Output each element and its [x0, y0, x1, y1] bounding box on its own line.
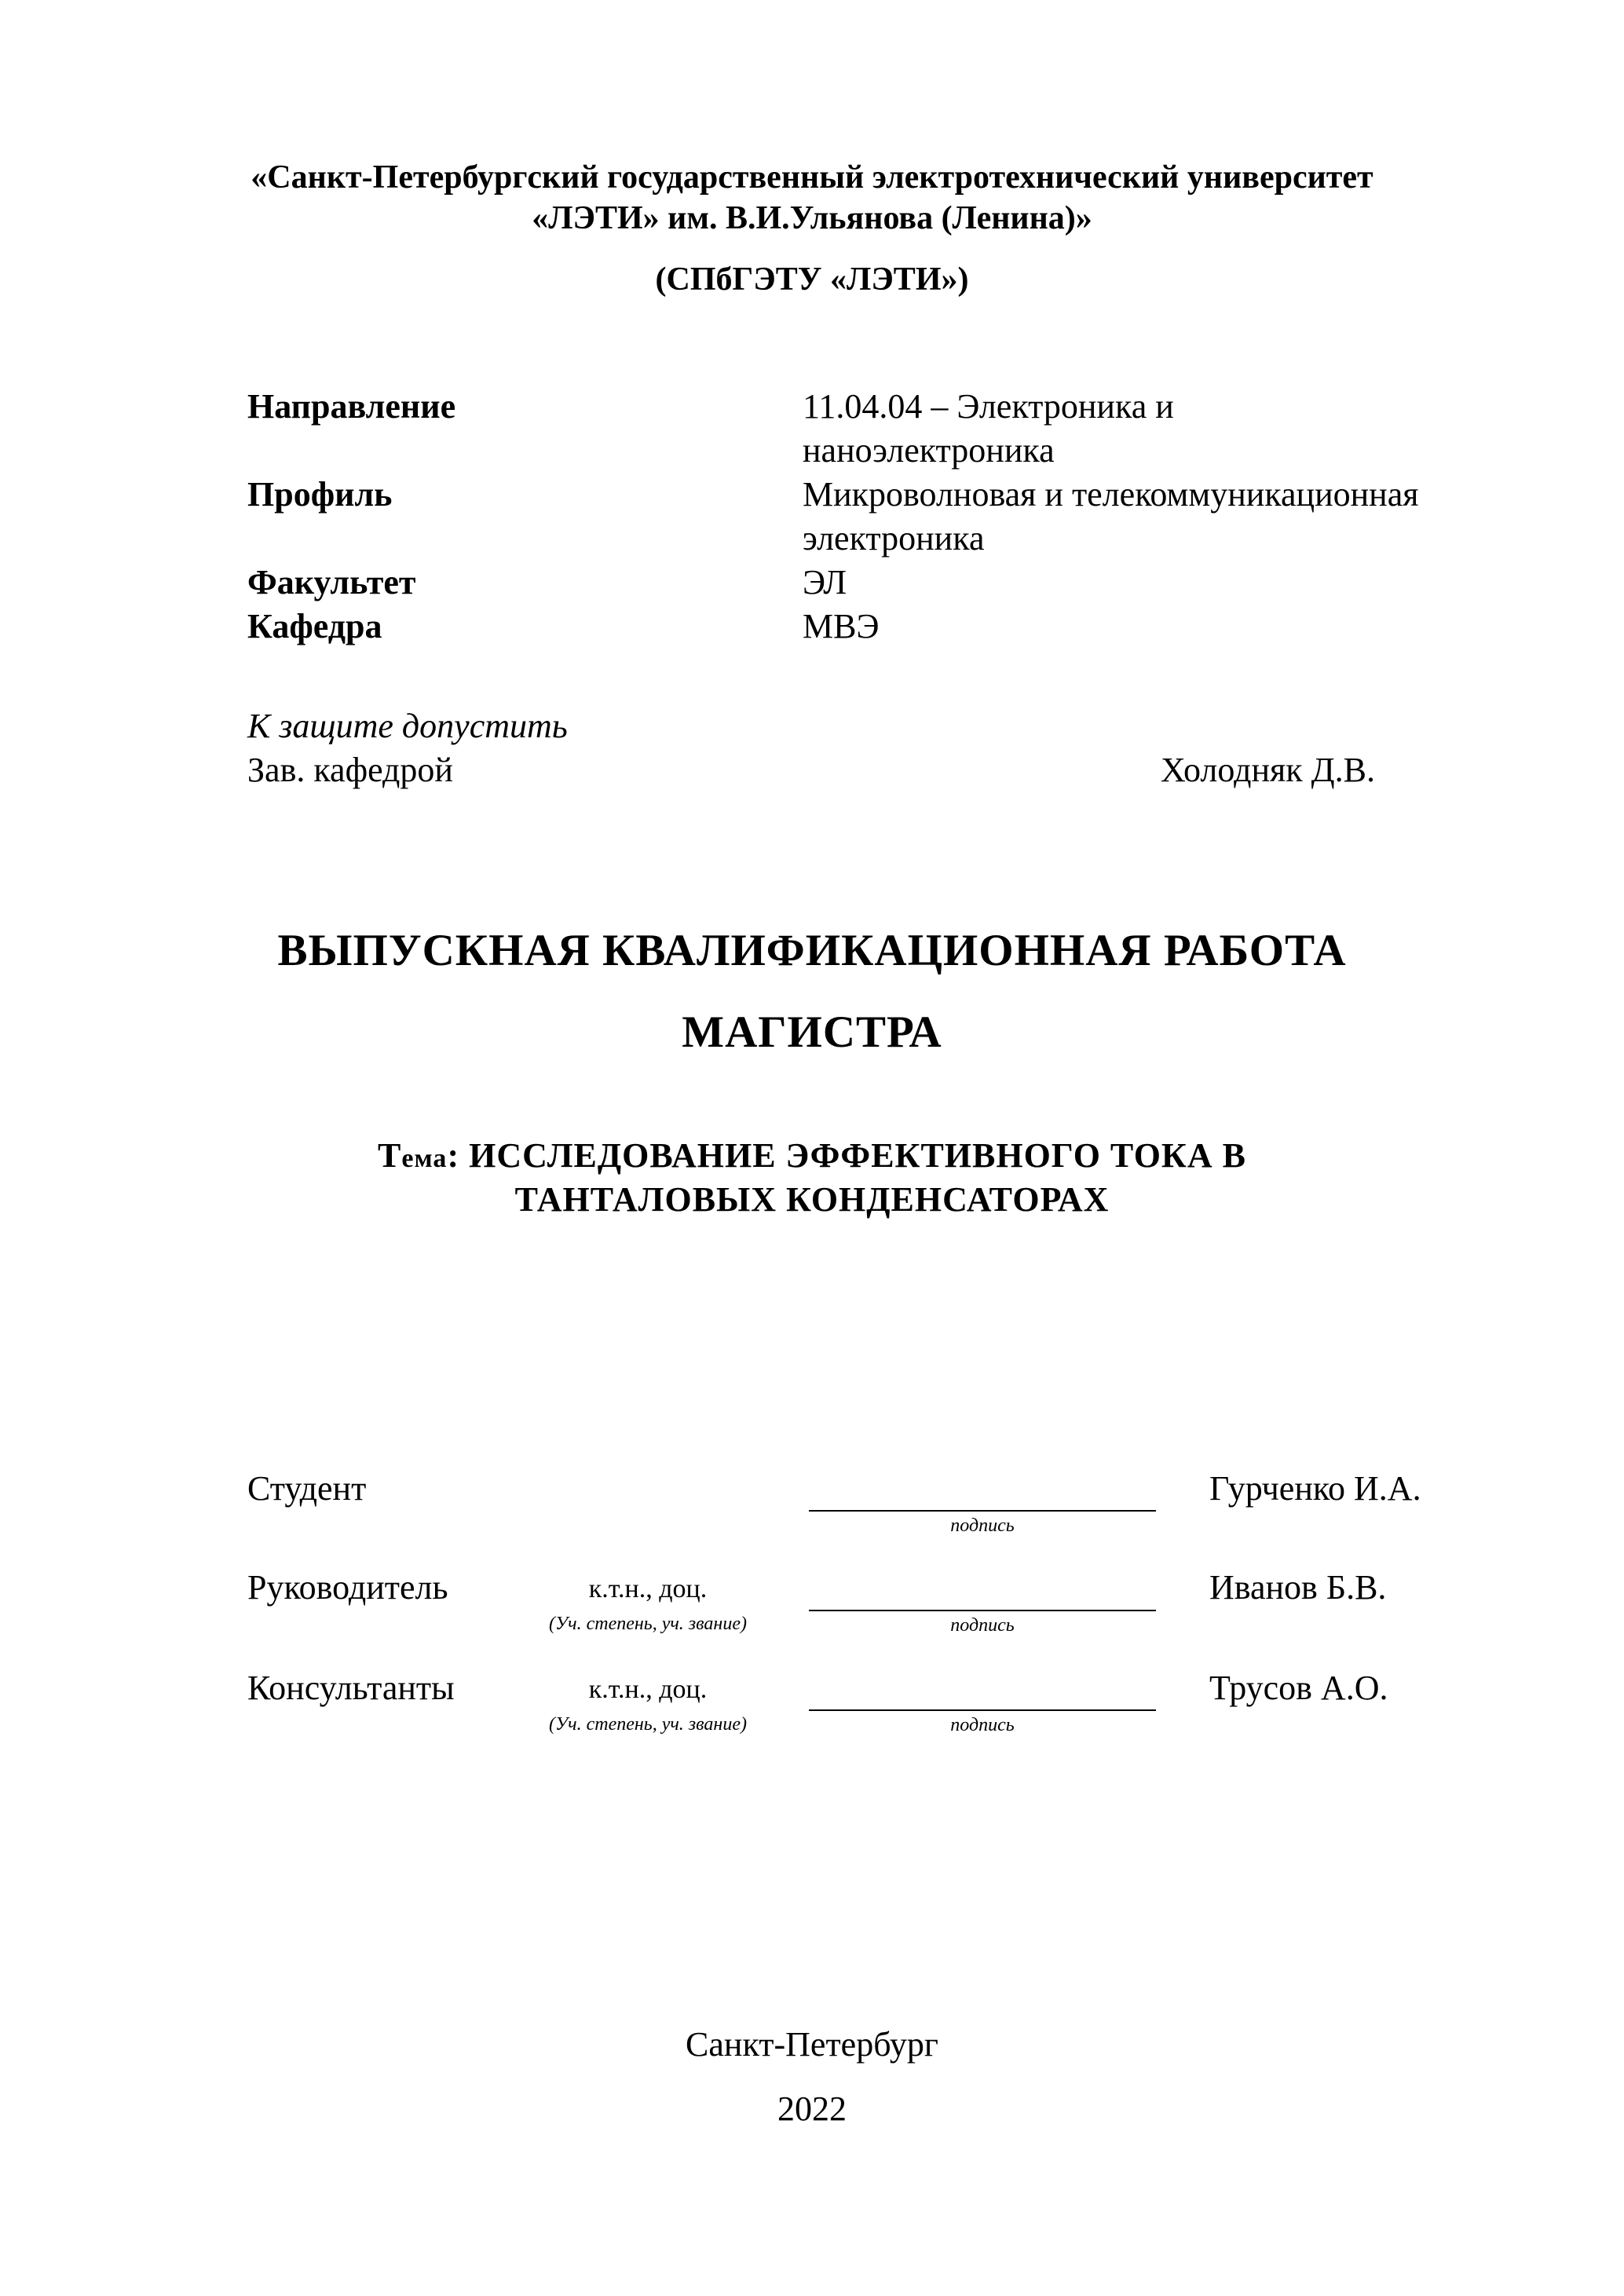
- profile-value: Микроволновая и телекоммуникационная электроника: [803, 475, 1419, 558]
- admit-to-defense-text: К защите допустить: [247, 707, 568, 745]
- university-abbreviation: (СПбГЭТУ «ЛЭТИ»): [655, 261, 969, 298]
- faculty-value: ЭЛ: [803, 563, 847, 601]
- supervisor-degree-caption: (Уч. степень, уч. звание): [549, 1614, 747, 1634]
- supervisor-degree: к.т.н., доц.: [588, 1574, 708, 1603]
- consultant-degree-caption: (Уч. степень, уч. звание): [549, 1714, 747, 1735]
- student-label: Студент: [247, 1469, 367, 1508]
- consultant-label: Консультанты: [247, 1669, 455, 1707]
- supervisor-name: Иванов Б.В.: [1209, 1568, 1387, 1607]
- head-of-department-name: Холодняк Д.В.: [1161, 751, 1376, 789]
- student-signature-caption: подпись: [950, 1515, 1015, 1536]
- faculty-label: Факультет: [247, 563, 416, 601]
- supervisor-label: Руководитель: [247, 1568, 448, 1607]
- topic-label-initial: Т: [378, 1136, 402, 1175]
- topic-label-rest: ема: [401, 1144, 448, 1173]
- topic-text-line1: ИССЛЕДОВАНИЕ ЭФФЕКТИВНОГО ТОКА В: [459, 1136, 1246, 1175]
- direction-value: 11.04.04 – Электроника и наноэлектроника: [803, 387, 1174, 470]
- consultant-degree: к.т.н., доц.: [588, 1675, 708, 1704]
- department-value: МВЭ: [803, 607, 880, 645]
- city: Санкт-Петербург: [686, 2025, 938, 2064]
- year: 2022: [777, 2089, 847, 2128]
- university-name-line1: «Санкт-Петербургский государственный электротехнический университет: [251, 159, 1373, 196]
- university-name-line2: «ЛЭТИ» им. В.И.Ульянова (Ленина)»: [532, 200, 1092, 236]
- head-of-department-label: Зав. кафедрой: [247, 751, 453, 789]
- profile-label: Профиль: [247, 475, 393, 514]
- topic-label-colon: :: [447, 1136, 460, 1175]
- consultant-name: Трусов А.О.: [1209, 1669, 1388, 1707]
- thesis-topic-line2: ТАНТАЛОВЫХ КОНДЕНСАТОРАХ: [514, 1180, 1110, 1219]
- supervisor-signature-caption: подпись: [950, 1615, 1015, 1636]
- supervisor-signature-line: [809, 1610, 1156, 1611]
- thesis-topic-line1: [0, 1134, 1624, 1181]
- thesis-title-line1: ВЫПУСКНАЯ КВАЛИФИКАЦИОННАЯ РАБОТА: [277, 926, 1347, 975]
- consultant-signature-caption: подпись: [950, 1715, 1015, 1735]
- direction-label: Направление: [247, 387, 456, 426]
- thesis-title-line2: МАГИСТРА: [682, 1007, 942, 1057]
- student-signature-line: [809, 1510, 1156, 1512]
- student-name: Гурченко И.А.: [1209, 1469, 1421, 1508]
- consultant-signature-line: [809, 1709, 1156, 1711]
- department-label: Кафедра: [247, 607, 382, 645]
